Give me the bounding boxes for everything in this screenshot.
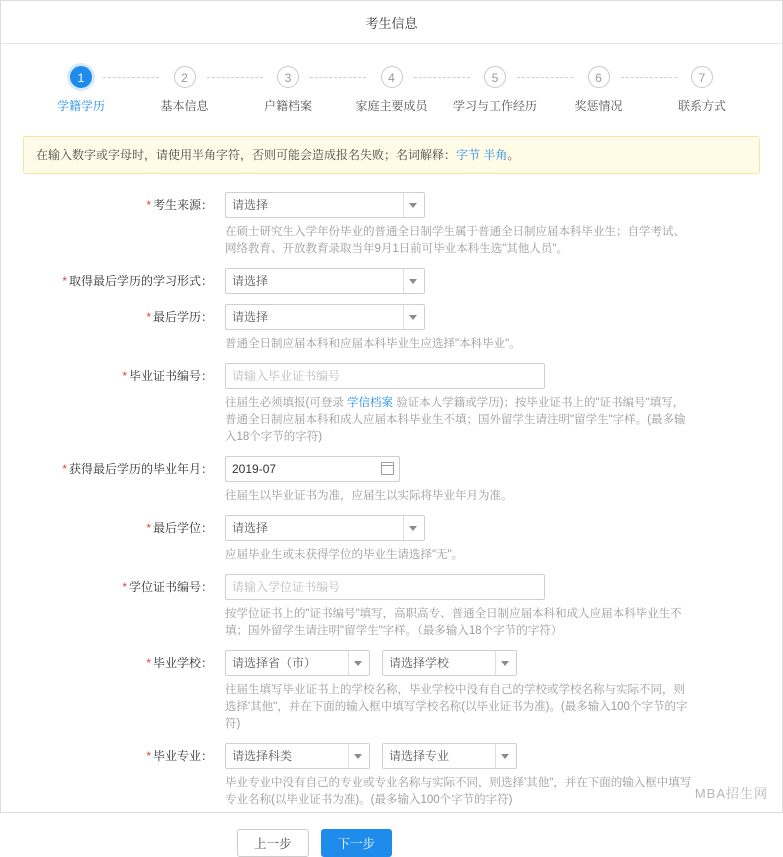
step-label-6: 奖惩情况 [574, 99, 623, 113]
form-row-candidate-source [25, 192, 758, 258]
required-marker: * [122, 369, 127, 383]
field-study-form [225, 268, 758, 294]
step-item-5[interactable] [445, 66, 545, 114]
notice-link-halfwidth[interactable]: 半角 [483, 148, 508, 162]
select-candidate-source[interactable] [225, 192, 425, 218]
label-last-degree [25, 515, 225, 564]
label-graduation-major [25, 743, 225, 809]
label-candidate-source [25, 192, 225, 258]
hint-last-degree: 应届毕业生或未获得学位的毕业生请选择"无"。 [225, 549, 464, 561]
page-title: 考生信息 [1, 1, 782, 44]
site-watermark: MBA招生网 [694, 786, 768, 801]
field-candidate-source [225, 192, 758, 258]
graduation-date-input[interactable] [225, 456, 400, 482]
label-degree-certificate-number [25, 574, 225, 640]
step-label-1: 学籍学历 [56, 99, 105, 113]
hint-text-suffix: 验证本人学籍或学历)；按毕业证书上的"证书编号"填写，普通全日制应届本科和成人应届本科毕业生不填；国外留学生请注明"留学生"字样。(最多输入18个字节的字符) [225, 397, 686, 443]
field-last-education [225, 304, 758, 353]
label-study-form [25, 268, 225, 294]
hint-degree-certificate-number: 按学位证书上的"证书编号"填写，高职高专、普通全日制应届本科和成人应届本科毕业生不填；国外留学生请注明"留学生"字样。（最多输入18个字节的字符） [225, 608, 682, 637]
label-last-education [25, 304, 225, 353]
label-graduation-date [25, 456, 225, 505]
hint-text-prefix: 往届生必须填报(可登录 [225, 397, 348, 409]
step-label-5: 学习与工作经历 [452, 99, 537, 113]
form-row-diploma-number [25, 363, 758, 446]
required-marker: * [146, 310, 151, 324]
required-marker: * [146, 656, 151, 670]
step-label-7: 联系方式 [677, 99, 726, 113]
label-text: 考生来源： [152, 198, 213, 212]
required-marker: * [62, 274, 67, 288]
field-diploma-number [225, 363, 758, 446]
hint-graduation-date: 往届生以毕业证书为准，应届生以实际将毕业年月为准。 [225, 490, 513, 502]
field-last-degree [225, 515, 758, 564]
notice-banner [23, 136, 760, 174]
label-graduation-school [25, 650, 225, 733]
select-last-education[interactable] [225, 304, 425, 330]
form-row-graduation-date [25, 456, 758, 505]
step-label-3: 户籍档案 [263, 99, 312, 113]
previous-step-button[interactable]: 上一步 [237, 829, 309, 857]
step-item-7[interactable] [652, 66, 752, 114]
label-text: 最后学位： [152, 521, 213, 535]
hint-candidate-source: 在硕士研究生入学年份毕业的普通全日制学生属于普通全日制应届本科毕业生；自学考试、网络教育、开放教育录取当年9月1日前可毕业本科生选"其他人员"。 [225, 226, 685, 255]
diploma-number-input[interactable] [225, 363, 545, 389]
select-study-form[interactable] [225, 268, 425, 294]
hint-graduation-major: 毕业专业中没有自己的专业或专业名称与实际不同，则选择'其他"，并在下面的输入框中填写专业名称(以毕业证书为准)。(最多输入100个字节的字符) [225, 777, 692, 806]
step-number-5: 5 [484, 66, 506, 88]
hint-diploma-number [225, 395, 695, 446]
label-text: 毕业学校： [152, 656, 213, 670]
next-step-button[interactable]: 下一步 [321, 829, 393, 857]
label-text: 学位证书编号： [128, 580, 213, 594]
step-item-2[interactable] [135, 66, 235, 114]
step-number-3: 3 [277, 66, 299, 88]
form-row-graduation-major [25, 743, 758, 809]
step-number-6: 6 [588, 66, 610, 88]
field-degree-certificate-number [225, 574, 758, 640]
step-item-6[interactable] [549, 66, 649, 114]
form-row-last-education [25, 304, 758, 353]
field-graduation-major [225, 743, 758, 809]
required-marker: * [146, 749, 151, 763]
form-row-study-form [25, 268, 758, 294]
progress-stepper [31, 66, 752, 120]
required-marker: * [62, 462, 67, 476]
label-text: 获得最后学历的毕业年月： [68, 462, 213, 476]
step-label-4: 家庭主要成员 [355, 99, 428, 113]
label-text: 毕业证书编号： [128, 369, 213, 383]
form-row-last-degree [25, 515, 758, 564]
form-actions [25, 819, 758, 857]
select-major-category[interactable] [225, 743, 370, 769]
select-school-province[interactable] [225, 650, 370, 676]
step-number-2: 2 [174, 66, 196, 88]
step-number-4: 4 [381, 66, 403, 88]
hint-graduation-school: 往届生填写毕业证书上的学校名称，毕业学校中没有自己的学校或学校名称与实际不同，则选择'其他"，并在下面的输入框中填写学校名称(以毕业证书为准)。(最多输入100个字节的字符) [225, 684, 688, 730]
step-item-3[interactable] [238, 66, 338, 114]
step-label-2: 基本信息 [160, 99, 209, 113]
notice-text-before: 在输入数字或字母时，请使用半角字符，否则可能会造成报名失败；名词解释： [36, 148, 457, 162]
chsi-archive-link[interactable]: 学信档案 [347, 397, 394, 409]
label-text: 取得最后学历的学习形式： [68, 274, 213, 288]
field-graduation-school [225, 650, 758, 733]
field-graduation-date [225, 456, 758, 505]
step-item-1[interactable] [31, 66, 131, 114]
label-text: 最后学历： [152, 310, 213, 324]
select-major-name[interactable] [382, 743, 517, 769]
student-record-form [1, 192, 782, 857]
step-number-7: 7 [691, 66, 713, 88]
hint-last-education: 普通全日制应届本科和应届本科毕业生应选择"本科毕业"。 [225, 338, 521, 350]
degree-certificate-number-input[interactable] [225, 574, 545, 600]
select-school-name[interactable] [382, 650, 517, 676]
step-item-4[interactable] [342, 66, 442, 114]
required-marker: * [146, 198, 151, 212]
notice-link-byte[interactable]: 字节 [456, 148, 481, 162]
step-number-1: 1 [70, 66, 92, 88]
form-row-degree-certificate-number [25, 574, 758, 640]
form-row-graduation-school [25, 650, 758, 733]
required-marker: * [122, 580, 127, 594]
notice-text-after: 。 [507, 148, 520, 162]
select-last-degree[interactable] [225, 515, 425, 541]
label-diploma-number [25, 363, 225, 446]
label-text: 毕业专业： [152, 749, 213, 763]
required-marker: * [146, 521, 151, 535]
